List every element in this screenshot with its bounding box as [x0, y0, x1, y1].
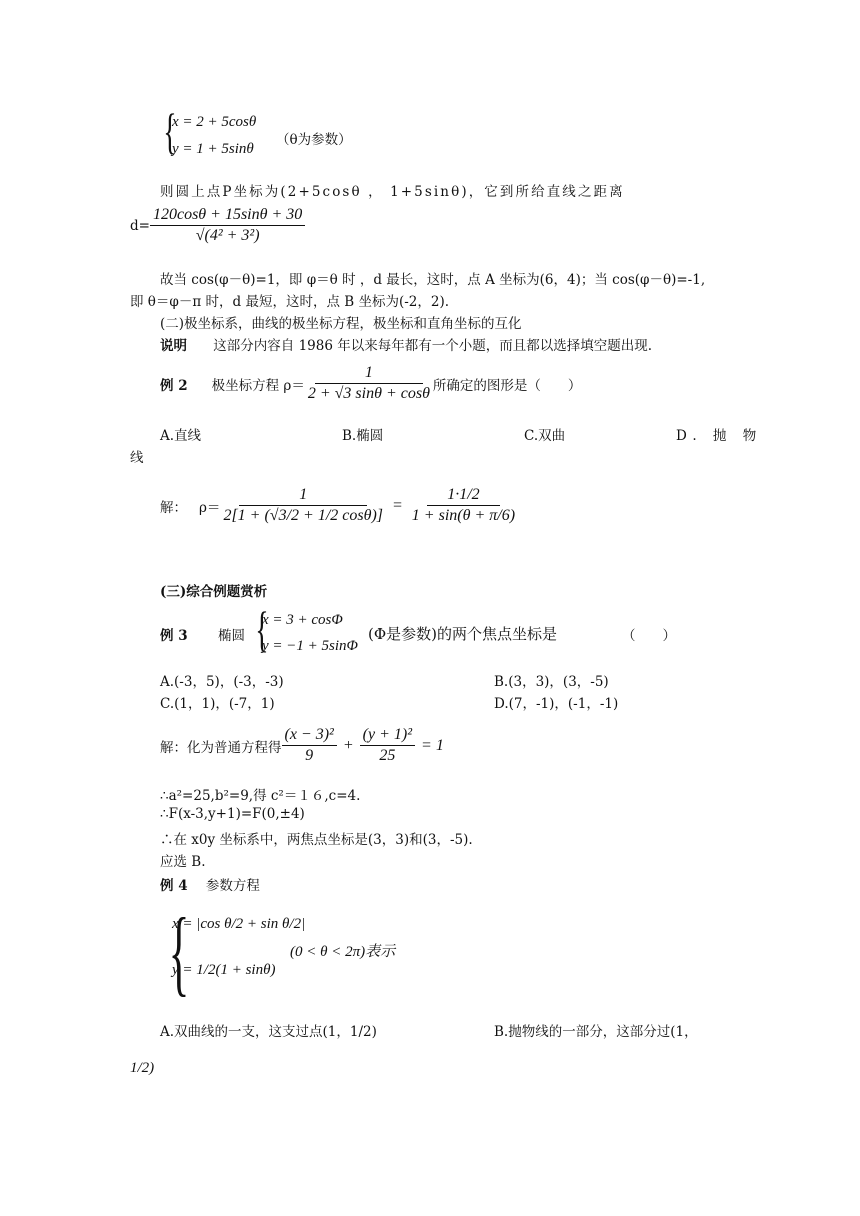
- eq4-x: x = |cos θ/2 + sin θ/2|: [172, 916, 306, 932]
- fraction-numerator: (y + 1)²: [360, 726, 415, 746]
- solution-line: ∴F(x-3,y+1)=F(0,±4): [160, 806, 305, 822]
- option-a: A.直线: [160, 428, 202, 444]
- paragraph-line: 则圆上点P坐标为(2+5cosθ ， 1+5sinθ)，它到所给直线之距离: [160, 184, 625, 200]
- option-a: A.(-3，5)，(-3，-3): [160, 674, 284, 690]
- example-label: 例 3: [160, 628, 188, 644]
- example-text: 椭圆: [218, 628, 245, 644]
- option-b-wrap: 1/2): [130, 1060, 155, 1076]
- section-heading: (二)极坐标系，曲线的极坐标方程，极坐标和直角坐标的互化: [160, 316, 522, 332]
- example-text: (Φ是参数)的两个焦点坐标是: [368, 625, 558, 643]
- fraction-denominator: 9: [305, 747, 314, 764]
- note-label: 说明: [160, 338, 187, 354]
- option-d: D. 抛 物: [676, 428, 763, 444]
- eq1-y: y = 1 + 5sinθ: [172, 141, 254, 157]
- fraction-numerator: (x − 3)²: [282, 726, 337, 746]
- fraction-numerator: 1·1/2: [427, 486, 499, 506]
- eq3-x: x = 3 + cosΦ: [262, 612, 343, 628]
- option-d: D.(7，-1)，(-1，-1): [494, 696, 619, 712]
- d-prefix: d=: [130, 217, 150, 234]
- option-b: B.椭圆: [342, 428, 384, 444]
- eq3-y: y = −1 + 5sinΦ: [262, 638, 358, 654]
- eq4-domain: (0 < θ < 2π)表示: [290, 944, 396, 960]
- example-label: 例 2: [160, 377, 188, 394]
- eq1-x: x = 2 + 5cosθ: [172, 114, 257, 130]
- equals-one: = 1: [421, 736, 444, 754]
- option-a: A.双曲线的一支，这支过点(1，1/2): [160, 1024, 377, 1040]
- system-brace: {: [163, 103, 177, 159]
- option-d-wrap: 线: [130, 450, 144, 466]
- paragraph-line: 故当 cos(φ－θ)=1，即 φ＝θ 时 ，d 最长，这时，点 A 坐标为(6，4)；当 cos(φ－θ)=-1,: [160, 272, 706, 288]
- answer-parens: （ ）: [622, 628, 676, 644]
- example-text: 极坐标方程 ρ＝: [211, 377, 305, 394]
- solution-label: 解：: [160, 499, 187, 516]
- option-b: B.(3，3)，(3，-5): [494, 674, 609, 690]
- distance-formula: [130, 206, 305, 245]
- d-denominator: √(4² + 3²): [195, 227, 260, 244]
- eq4-y: y = 1/2(1 + sinθ): [172, 962, 276, 978]
- solution-line: ∴在 x0y 坐标系中，两焦点坐标是(3，3)和(3，-5).: [160, 832, 473, 848]
- fraction-denominator: 2 + √3 sinθ + cosθ: [307, 385, 430, 402]
- example-2: [160, 364, 581, 403]
- option-c: C.(1，1)，(-7，1): [160, 696, 275, 712]
- solution-line: ∴a²=25,b²=9,得 c²＝１６,c=4.: [160, 788, 361, 804]
- fraction-denominator: 2[1 + (√3/2 + 1/2 cosθ)]: [223, 507, 383, 524]
- system-brace: {: [255, 601, 269, 657]
- solution-3: [160, 726, 444, 765]
- option-c: C.双曲: [524, 428, 566, 444]
- solution-text: 解：化为普通方程得: [160, 739, 282, 756]
- example-text: 参数方程: [205, 878, 260, 894]
- solution-2: [160, 486, 518, 525]
- fraction-denominator: 25: [379, 747, 396, 764]
- paragraph-line: 即 θ＝φ－π 时，d 最短，这时，点 B 坐标为(-2，2).: [130, 294, 450, 310]
- note-text: 这部分内容自 1986 年以来每年都有一个小题，而且都以选择填空题出现.: [213, 338, 653, 354]
- equals-sign: =: [392, 496, 403, 514]
- fraction-denominator: 1 + sin(θ + π/6): [411, 507, 516, 524]
- fraction-numerator: 1: [315, 364, 423, 384]
- option-b: B.抛物线的一部分，这部分过(1，: [494, 1024, 698, 1040]
- plus-sign: +: [342, 736, 354, 754]
- section-heading: (三)综合例题赏析: [160, 584, 268, 600]
- rho-symbol: ρ＝: [199, 499, 221, 516]
- example-text: 所确定的图形是（ ）: [432, 377, 582, 394]
- d-numerator: 120cosθ + 15sinθ + 30: [150, 206, 305, 226]
- fraction-numerator: 1: [239, 486, 367, 506]
- eq1-note: （θ为参数）: [276, 132, 352, 148]
- example-label: 例 4: [160, 878, 188, 894]
- system-brace: {: [168, 898, 190, 1005]
- solution-line: 应选 B.: [160, 854, 206, 870]
